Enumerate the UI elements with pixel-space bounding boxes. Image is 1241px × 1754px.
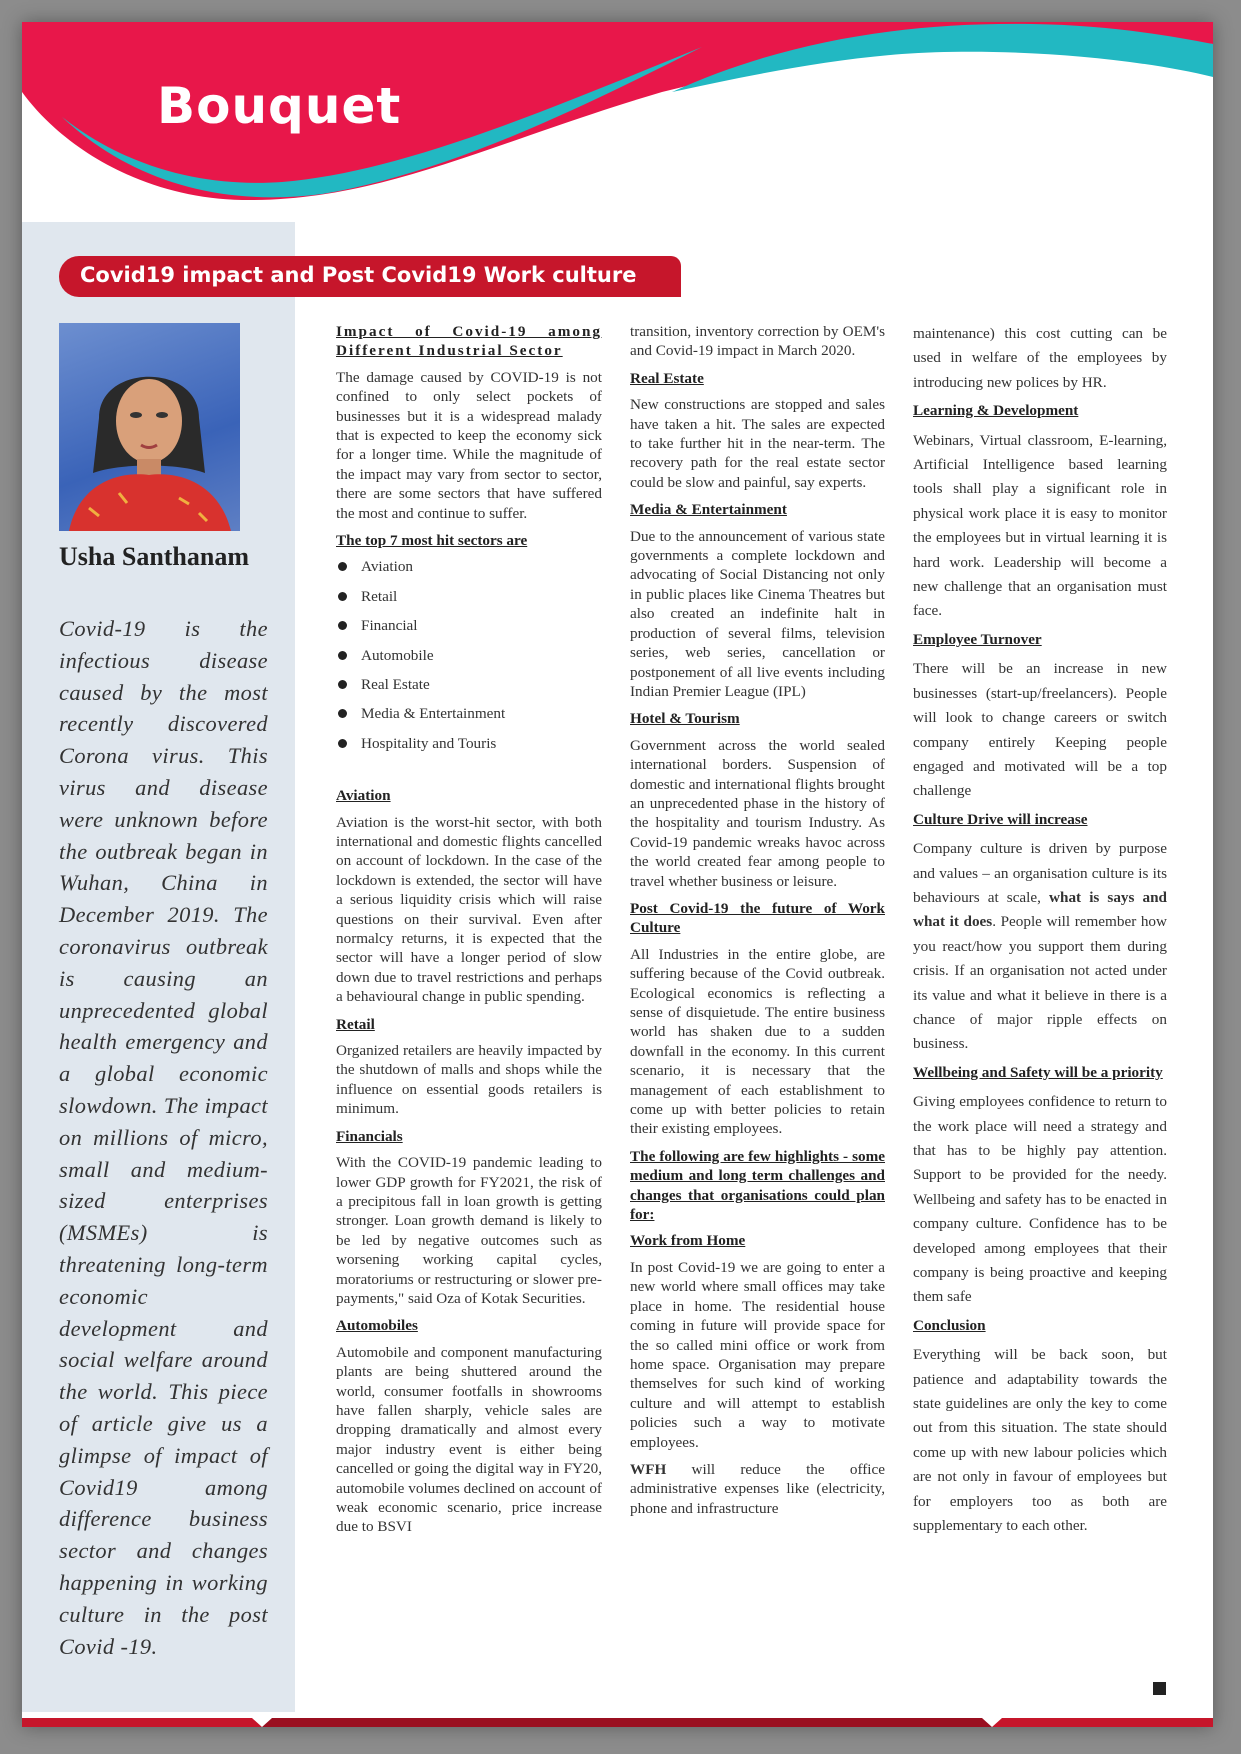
author-portrait-icon [59, 323, 240, 531]
list-item: Media & Entertainment [336, 704, 602, 733]
article-abstract: Covid-19 is the infectious disease caused by the most recently discovered Corona virus. This virus and disease were unknown before the outbreak began in Wuhan, China in December 2019. The coronavirus outbreak is causing an unprecedented global health emergency and a global economic slowdown. The impact on millions of micro, small and medium-sized enterprises (MSMEs) is threatening long-term economic development and social welfare around the world. This piece of article give us a glimpse of impact of Covid19 among difference business sector and changes happening in working culture in the post Covid -19. [59, 616, 268, 1659]
paragraph-conclusion: Everything will be back soon, but patience and adaptability towards the state guidelines are only the key to come out from this situation. The state should come up with new labour policies which are not only in favour of employees but for employers too as both are supplementary to each other. [913, 1346, 1167, 1535]
paragraph-aviation: Aviation is the worst-hit sector, with both international and domestic flights cancelled on account of lockdown. In the case of the lockdown is extended, the sector will have a serious liquidity crisis which will raise questions on their survival. Even after normalcy returns, it is expected that the sector will have a longer period of slow down due to travel restrictions and perhaps a behavioural change in public spending. [336, 813, 602, 1006]
wfh-bold: WFH [630, 1460, 667, 1478]
list-item: Hospitality and Touris [336, 734, 602, 763]
paragraph-wellbeing: Giving employees confidence to return to the work place will need a strategy and that has to be highly pay attention. Support to be provided for the needy. Wellbeing and safety has to be enacted in company culture. Confidence has to be developed among employees that their company is being proactive and keeping them safe [913, 1093, 1167, 1306]
paragraph-continued: transition, inventory correction by OEM's and Covid-19 impact in March 2020. [630, 323, 885, 360]
author-name: Usha Santhanam [59, 542, 250, 571]
list-item: Automobile [336, 646, 602, 675]
heading-highlights: The following are few highlights - some medium and long term challenges and changes that organisations could plan for: [630, 1147, 885, 1224]
heading-wfh: Work from Home [630, 1232, 746, 1250]
footer-bar [22, 1712, 1213, 1727]
column-3 [913, 322, 1167, 1543]
heading-financials: Financials [336, 1127, 403, 1145]
bullet-icon [338, 621, 347, 630]
heading-conclusion: Conclusion [913, 1316, 986, 1334]
end-of-article-icon [1153, 1682, 1166, 1695]
paragraph-learning: Webinars, Virtual classroom, E-learning, Artificial Intelligence based learning tools shall play a significant role in physical work place it is easy to monitor the employees but in virtual learning it is hard work. Leadership will become a new challenge that an organisation must face. [913, 431, 1167, 620]
paragraph-hotel: Government across the world sealed international borders. Suspension of domestic and international flights brought an unprecedented phase in the history of the hospitality and tourism Industry. As Covid-19 pandemic wreaks havoc across the world created fear among people to travel whether business or leisure. [630, 736, 885, 890]
heading-hotel: Hotel & Tourism [630, 710, 740, 728]
list-item: Real Estate [336, 675, 602, 704]
paragraph-wfh: In post Covid-19 we are going to enter a new world where small offices may take place in home. The residential house coming in future will provide space for the so called mini office or work from home space. Organisation may prepare themselves for such kind of working culture and will attempt to establish policies such a way to motivate employees. [630, 1258, 885, 1451]
paragraph-automobiles: Automobile and component manufacturing plants are being shuttered around the world, consumer footfalls in showrooms have fallen sharply, vehicle sales are dropping dramatically and almost every major industry event is either being cancelled or going the digital way in FY20, automobile volumes declined on account of weak economic scenario, price increase due to BSVI [336, 1343, 602, 1536]
paragraph-turnover: There will be an increase in new businesses (start-up/freelancers). People will look to change careers or switch company entirely Keeping people engaged and motivated will be a top challenge [913, 660, 1167, 800]
bullet-icon [338, 709, 347, 718]
header-banner [22, 22, 1213, 252]
sector-list [336, 557, 602, 763]
list-item: Aviation [336, 557, 602, 586]
paragraph-retail: Organized retailers are heavily impacted by the shutdown of malls and shops while the influence on essential goods retailers is minimum. [336, 1042, 602, 1118]
paragraph-continued: maintenance) this cost cutting can be used in welfare of the employees by introducing new polices by HR. [913, 325, 1167, 391]
bullet-icon [338, 651, 347, 660]
column-1 [336, 322, 602, 1545]
heading-top7: The top 7 most hit sectors are [336, 532, 528, 550]
article-heading: Covid19 impact and Post Covid19 Work culture [80, 263, 637, 287]
heading-media: Media & Entertainment [630, 501, 787, 519]
paragraph-media: Due to the announcement of various state governments a complete lockdown and advocating of Social Distancing not only in public places like Cinema Theatres but also created an indefinite halt in production of several films, television series, web series, cancellation or postponement of all live events including Indian Premier League (IPL) [630, 527, 885, 700]
heading-turnover: Employee Turnover [913, 630, 1042, 648]
magazine-title: Bouquet [157, 77, 402, 135]
paragraph-real-estate: New constructions are stopped and sales have taken a hit. The sales are expected to take further hit in the near-term. The recovery path for the real estate sector could be slow and painful, say experts. [630, 396, 885, 491]
paragraph-future-work: All Industries in the entire globe, are suffering because of the Covid outbreak. Ecological economics is reflecting a sense of disquietude. The entire business world has shaken due to a sudden downfall in the economy. In this current scenario, it is necessary that the management of each establishment to come up with better policies to retain their existing employees. [630, 945, 885, 1138]
list-item: Financial [336, 616, 602, 645]
heading-wellbeing: Wellbeing and Safety will be a priority [913, 1063, 1163, 1081]
list-item: Retail [336, 587, 602, 616]
paragraph-financials: With the COVID-19 pandemic leading to lower GDP growth for FY2021, the risk of a precipitous fall in loan growth is getting stronger. Loan growth demand is likely to be led by negative outcomes such as worsening working capital cycles, moratoriums or restructuring or slower pre-payments," said Oza of Kotak Securities. [336, 1154, 602, 1307]
heading-impact: Impact of Covid-19 among Different Industrial Sector [336, 323, 602, 360]
heading-aviation: Aviation [336, 787, 391, 805]
bullet-icon [338, 680, 347, 689]
bullet-icon [338, 592, 347, 601]
heading-culture: Culture Drive will increase [913, 810, 1088, 828]
author-photo [59, 323, 240, 531]
heading-retail: Retail [336, 1015, 375, 1033]
heading-real-estate: Real Estate [630, 369, 704, 387]
bullet-icon [338, 739, 347, 748]
heading-future-work: Post Covid-19 the future of Work Culture [630, 899, 885, 937]
paragraph-culture: Company culture is driven by purpose and values – an organisation culture is its behaviours at scale, what is says and what it does. People will remember how you react/how you support them during crisis. If an organisation not acted under its value and what it believe in there is a chance of major ripple effects on business. [913, 840, 1167, 1053]
culture-bold: what is says and what it does [913, 888, 1167, 931]
paragraph-wfh-expenses: WFH will reduce the office administrative expenses like (electricity, phone and infrastructure [630, 1460, 885, 1517]
heading-learning: Learning & Development [913, 402, 1079, 420]
paragraph-impact: The damage caused by COVID-19 is not confined to only select pockets of businesses but it is a widespread malady that is expected to keep the economy sick for a longer time. While the magnitude of the impact may vary from sector to sector, there are some sectors that have suffered the most and continue to suffer. [336, 368, 602, 522]
bullet-icon [338, 562, 347, 571]
column-2 [630, 322, 885, 1526]
heading-automobiles: Automobiles [336, 1317, 418, 1335]
magazine-page [22, 22, 1213, 1727]
